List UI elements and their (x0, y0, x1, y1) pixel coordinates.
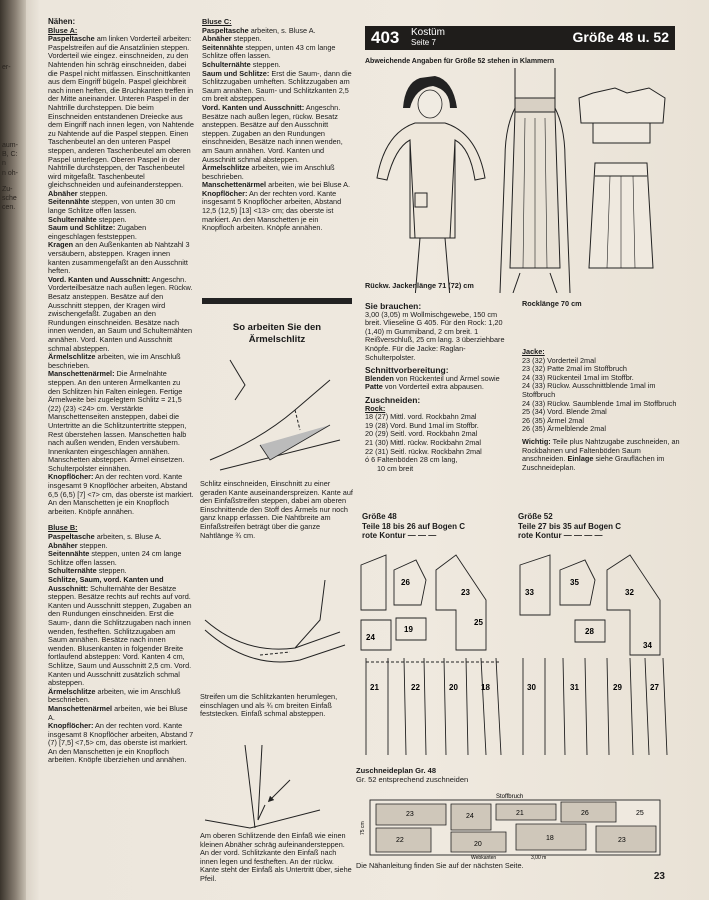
paragraph: Abnäher steppen. (48, 540, 108, 550)
pattern-piece-number: 33 (525, 588, 534, 597)
cutting-item: 20 (29) Seitl. vord. Rockbahn 2mal (365, 429, 478, 439)
pattern-piece-number: 31 (570, 683, 579, 692)
paragraph: Seitennähte steppen, unten 24 cm lange Schlitze offen lassen. (48, 549, 182, 567)
pattern-number: 403 (371, 28, 400, 47)
strip-word: Zu- (2, 186, 13, 193)
paragraph: Schulternähte steppen. (202, 59, 281, 69)
schlitz-step-2: Streifen um die Schlitzkanten herumlegen, einschlagen und als ¾ cm breiten Einfaß feststecken. Einfaß schmal absteppen. (200, 692, 338, 719)
pattern-piece-number: 32 (625, 588, 634, 597)
cutting-item: 26 (35) Ärmel 2mal (522, 415, 585, 425)
pattern-piece-number: 35 (570, 578, 579, 587)
cutting-item: 24 (33) Rückw. Ausschnittblende 1mal im Stoffbruch (522, 381, 656, 399)
schlitz-step-3: Am oberen Schlitzende den Einfaß wie einen kleinen Abnäher schräg aufeinandersteppen. An der vord. Schlitzkante den Einfaß nach innen legen und festheften. An der rückw. Kante steht der Einfaß als Untertritt über, siehe Pfeil. (200, 831, 352, 883)
paragraph: Saum und Schlitze: Zugaben eingeschlagen feststeppen. (48, 223, 147, 241)
pattern-seite: Seite 7 (411, 38, 436, 47)
schlitz-diagram-1 (200, 350, 355, 480)
paragraph: Seitennähte steppen, unten 43 cm lange Schlitze offen lassen. (202, 42, 336, 61)
section-title: Nähen: (48, 17, 76, 26)
size48-heading: Größe 48 Teile 18 bis 26 auf Bogen C rote Kontur — — — (362, 512, 465, 540)
paragraph: Manschettenärmel arbeiten, wie bei Bluse A. (48, 703, 188, 722)
paragraph: Manschettenärmel arbeiten, wie bei Bluse A. (202, 180, 351, 190)
pattern-piece-number: 26 (401, 578, 410, 587)
paragraph: Kragen an den Außenkanten ab Nahtzahl 3 versäubern, absteppen. Kragen innen kanten zusammengefaßt an den Ausschnitt heften. (48, 240, 190, 276)
cutting-item: 26 (35) Ärmelblende 2mal (522, 424, 606, 434)
pattern-piece-number: 29 (613, 683, 622, 692)
schlitz-heading: So arbeiten Sie den Ärmelschlitz (232, 322, 322, 345)
pattern-piece-number: 24 (366, 633, 375, 642)
paragraph: Ärmelschlitze arbeiten, wie im Anschluß beschrieben. (48, 686, 181, 705)
cutting-item: ó 6 Faltenböden 28 cm lang, (365, 455, 458, 465)
strip-word: sche (2, 195, 17, 202)
instructions-column-2 (202, 18, 352, 233)
materials-heading: Sie brauchen: (365, 301, 422, 311)
paragraph: Knopflöcher: An der rechten vord. Kante insgesamt 5 Knopflöcher arbeiten, Abstand 12,5 (12,5) [13] <13> cm; das oberste ist markiert. An den Manschetten je ein Knopfloch arbeiten. Knöpfe annähen. (202, 188, 342, 233)
plan-piece-number: 23 (618, 837, 626, 844)
plan-piece-number: 21 (516, 810, 524, 817)
pattern-piece-number: 25 (474, 618, 483, 627)
fold-label: Stoffbruch (496, 794, 524, 800)
important-note: Wichtig: Teile plus Nahtzugabe zuschneiden, an Rockbahnen und Faltenböden Saum anschneiden. Einlage siehe Grauflächen im Zuschneideplan. (522, 436, 680, 472)
cutting-item: 25 (34) Vord. Blende 2mal (522, 407, 607, 417)
paragraph: Knopflöcher: An der rechten vord. Kante insgesamt 9 Knopflöcher arbeiten, Abstand 6,5 (6,5) [7] <7> cm, das oberste ist markiert. An den Manschetten je ein Knopfloch arbeiten. Knöpfe annähen. (48, 472, 194, 516)
strip-word: aum- (2, 142, 18, 149)
schlitz-diagram-3 (200, 740, 355, 830)
strip-word: er- (2, 64, 11, 71)
paragraph: Abnäher steppen. (48, 188, 108, 198)
cutting-item: 23 (32) Patte 2mal im Stoffbruch (522, 364, 627, 374)
pattern-piece-number: 27 (650, 683, 659, 692)
pattern-piece-number: 30 (527, 683, 536, 692)
cutting-item: 23 (32) Vorderteil 2mal (522, 355, 596, 365)
previous-page-strip (0, 0, 26, 900)
plan-piece-number: 20 (474, 841, 482, 848)
plan-piece-number: 23 (406, 811, 414, 818)
cutting-item: 19 (28) Vord. Bund 1mal im Stoffbr. (365, 420, 479, 430)
size52-pattern-diagram (515, 550, 675, 765)
plan-piece-number: 25 (636, 810, 644, 817)
pattern-piece-number: 34 (643, 641, 652, 650)
strip-word: B, C: (2, 151, 18, 158)
plan-piece-number: 22 (396, 837, 404, 844)
size48-pattern-diagram (356, 550, 506, 765)
length-label: 3,00 m (531, 855, 547, 860)
width-label: 75 cm (360, 821, 366, 835)
strip-word: n (2, 160, 6, 167)
pattern-piece-number: 21 (370, 683, 379, 692)
paragraph: Seitennähte steppen, von unten 30 cm lange Schlitze offen lassen. (48, 197, 176, 216)
strip-word: cen. (2, 204, 16, 211)
paragraph: Paspeltasche arbeiten, s. Bluse A. (48, 532, 162, 542)
cutting-item: 21 (30) Mittl. rückw. Rockbahn 2mal (365, 437, 481, 447)
pattern-kind: Kostüm (411, 27, 445, 38)
cutting-heading: Zuschneiden: (365, 394, 421, 405)
preparation-text: Blenden von Rückenteil und Ärmel sowie Patte von Vorderteil extra abpausen. (365, 373, 500, 392)
bluse-c-heading: Bluse C: (202, 17, 232, 26)
size-note: Abweichende Angaben für Größe 52 stehen in Klammern (365, 58, 555, 65)
paragraph: Abnäher steppen. (202, 34, 262, 44)
pattern-piece-number: 19 (404, 625, 413, 634)
fashion-illustration (365, 68, 675, 293)
paragraph: Vord. Kanten und Ausschnitt: Angeschn. Vorderteilbesätze nach außen legen. Rückw. Besatz ansteppen. Besätze auf den Ausschnitt steppen, der Kragen wird zwischengefaßt. Zugaben an den Rundungen einschneiden. Besätze nach innen wenden, an Saum und Schulternähten annähen. Vord. Kanten und Ausschnitt schmal absteppen. (48, 274, 193, 353)
paragraph: Schulternähte steppen. (48, 214, 127, 224)
paragraph: Knopflöcher: An der rechten vord. Kante insgesamt 8 Knopflöcher arbeiten, Abstand 7 (7) [7,5] <7,5> cm, das oberste ist markiert. An den Manschetten je ein Knopfloch arbeiten. Knöpfe überziehen und annähen. (48, 721, 194, 765)
cutting-plan-diagram (356, 790, 674, 860)
paragraph: Paspeltasche arbeiten, s. Bluse A. (202, 25, 316, 35)
strip-word: n oh- (2, 170, 18, 177)
jacket-heading: Jacke: (522, 347, 545, 356)
skirt-length: Rocklänge 70 cm (522, 299, 582, 308)
cutting-item: 22 (31) Seitl. rückw. Rockbahn 2mal (365, 446, 482, 456)
plan-piece-number: 26 (581, 810, 589, 817)
jacket-section (522, 348, 682, 472)
cutting-item: 24 (33) Rückw. Saumblende 1mal im Stoffbruch (522, 398, 677, 408)
paragraph: Paspeltasche am linken Vorderteil arbeiten: Paspelstreifen auf die Ansatzlinien steppen. Vorderteil wie eingez. einschneiden, zu den Nahtenden hin schräg einschneiden, dabei die Paspel nicht mitfassen. Einschnittkanten aus dem Eingriff bügeln. Paspel gleichbreit nach innen heften, die Bruchkanten treffen in der Mitte aneinander. Unteren Paspel in der Nahtrille durchsteppen. Die beim Einschneiden entstandenen Dreiecke aus dem Eingriff nach innen legen, von Nahtende zu Nahtende auf die Paspel steppen. Einen Taschenbeutel an den unteren Paspel steppen, anderen Taschenbeutel am oberen Paspel unterlegen. Oberen Paspel in der Nahtrille durchsteppen, der Taschenbeutel wird mitgefaßt. Taschenbeutel gleichschneiden und aufeinandersteppen. (48, 34, 194, 190)
pattern-piece-number: 20 (449, 683, 458, 692)
bluse-a-heading: Bluse A: (48, 25, 78, 35)
jacket-length: Rückw. Jackenlänge 71 (72) cm (365, 281, 474, 290)
section-divider (202, 298, 352, 304)
paragraph: Schlitze, Saum, vord. Kanten und Ausschnitt: Schulternähte der Besätze steppen. Besätze rechts auf rechts auf vord. Kanten und Ausschnitt steppen, Zugaben an den Rundungen einschneiden. Erst die Saum-, dann die Schlitzzugaben nach innen wenden, festheften. Schlitzzugaben am Saum annähen. Besätze nach innen wenden. Blusenkanten in folgender Breite fortlaufend absteppen: Vord. Kanten 4 cm, Schlitze, Saum und Ausschnitt 2,5 cm. Vord. Kanten und Ausschnitt zusätzlich schmal absteppen. (48, 575, 192, 688)
cutting-item: 24 (33) Rückenteil 1mal im Stoffbr. (522, 372, 634, 382)
paragraph: Manschettenärmel: Die Ärmelnähte steppen. An den unteren Ärmelkanten zu den Schlitzen hin Falten einlegen. Fertige Ärmelweite bei zugelegtem Schlitz = 21,5 (22) (23) <24> cm. Verstärkte Manschettenseiten ansteppen, dabei die Untertritte an die Schlitzuntertritte steppen, Rest überstehen lassen. Manschetten halb nach außen wenden, Enden versäubern. Innenkanten eingeschlagen annähen. Manschetten absteppen. Ärmel einsetzen. Schulterpolster einnähen. (48, 369, 187, 473)
pattern-piece-number: 22 (411, 683, 420, 692)
paragraph: Saum und Schlitze: Erst die Saum-, dann die Schlitzzugaben umheften. Schlitzzugaben am Saum annähen. Saum- und Schlitzkanten 2,5 cm breit absteppen. (202, 68, 352, 104)
bluse-b-heading: Bluse B: (48, 523, 78, 533)
pattern-piece-number: 18 (481, 683, 490, 692)
cutting-item: 18 (27) Mittl. vord. Rockbahn 2mal (365, 412, 477, 422)
instructions-column-1 (48, 18, 194, 765)
schlitz-step-1: Schlitz einschneiden, Einschnitt zu einer geraden Kante auseinanderspreizen. Kante auf den Einfaßstreifen steppen, dabei am oberen Einschnittende den Stoff des Ärmels nur noch ganz knapp erfassen. Die Nahtbreite am Einfaßstreifen beträgt über die ganze Nahtlänge ¾ cm. (200, 479, 353, 540)
pattern-piece-number: 23 (461, 588, 470, 597)
pattern-piece-number: 28 (585, 627, 594, 636)
paragraph: Ärmelschlitze arbeiten, wie im Anschluß beschrieben. (48, 352, 181, 370)
pattern-header (365, 26, 675, 50)
paragraph: Schulternähte steppen. (48, 566, 127, 576)
preparation-heading: Schnittvorbereitung: (365, 365, 449, 376)
cutting-item: 10 cm breit (377, 463, 414, 473)
page-number: 23 (653, 871, 665, 882)
schlitz-diagram-2 (200, 560, 355, 690)
pattern-size: Größe 48 u. 52 (572, 29, 669, 45)
skirt-heading: Rock: (365, 403, 386, 413)
paragraph: Vord. Kanten und Ausschnitt: Angeschn. Besätze nach außen legen, rückw. Besatz ansteppen. Besätze auf den Ausschnitt steppen. Zugaben an den Rundungen einschneiden, Besätze nach innen wenden, am Saum annähen. Vord. Kanten und Ausschnitt schmal absteppen. (202, 102, 343, 164)
plan-piece-number: 24 (466, 813, 474, 820)
plan-piece-number: 18 (546, 835, 554, 842)
materials-section (365, 302, 515, 473)
materials-text: 3,00 (3,05) m Wollmischgewebe, 150 cm breit. Vlieseline G 405. Für den Rock: 1,20 (1,40) m Gummiband, 2 cm breit. 1 Reißverschluß, 25 cm lang. 3 überziehbare Knöpfe. Für die Jacke: Raglan-Schulterpolster. (365, 309, 505, 362)
cutting-plan-heading: Zuschneideplan Gr. 48 Gr. 52 entsprechend zuschneiden (356, 766, 469, 784)
footer-note: Die Nähanleitung finden Sie auf der nächsten Seite. (356, 861, 524, 870)
selvedge-label: Webkanten (471, 855, 497, 860)
size52-heading: Größe 52 Teile 27 bis 35 auf Bogen C rote Kontur — — — — (518, 512, 621, 540)
paragraph: Ärmelschlitze arbeiten, wie im Anschluß beschrieben. (202, 163, 335, 181)
